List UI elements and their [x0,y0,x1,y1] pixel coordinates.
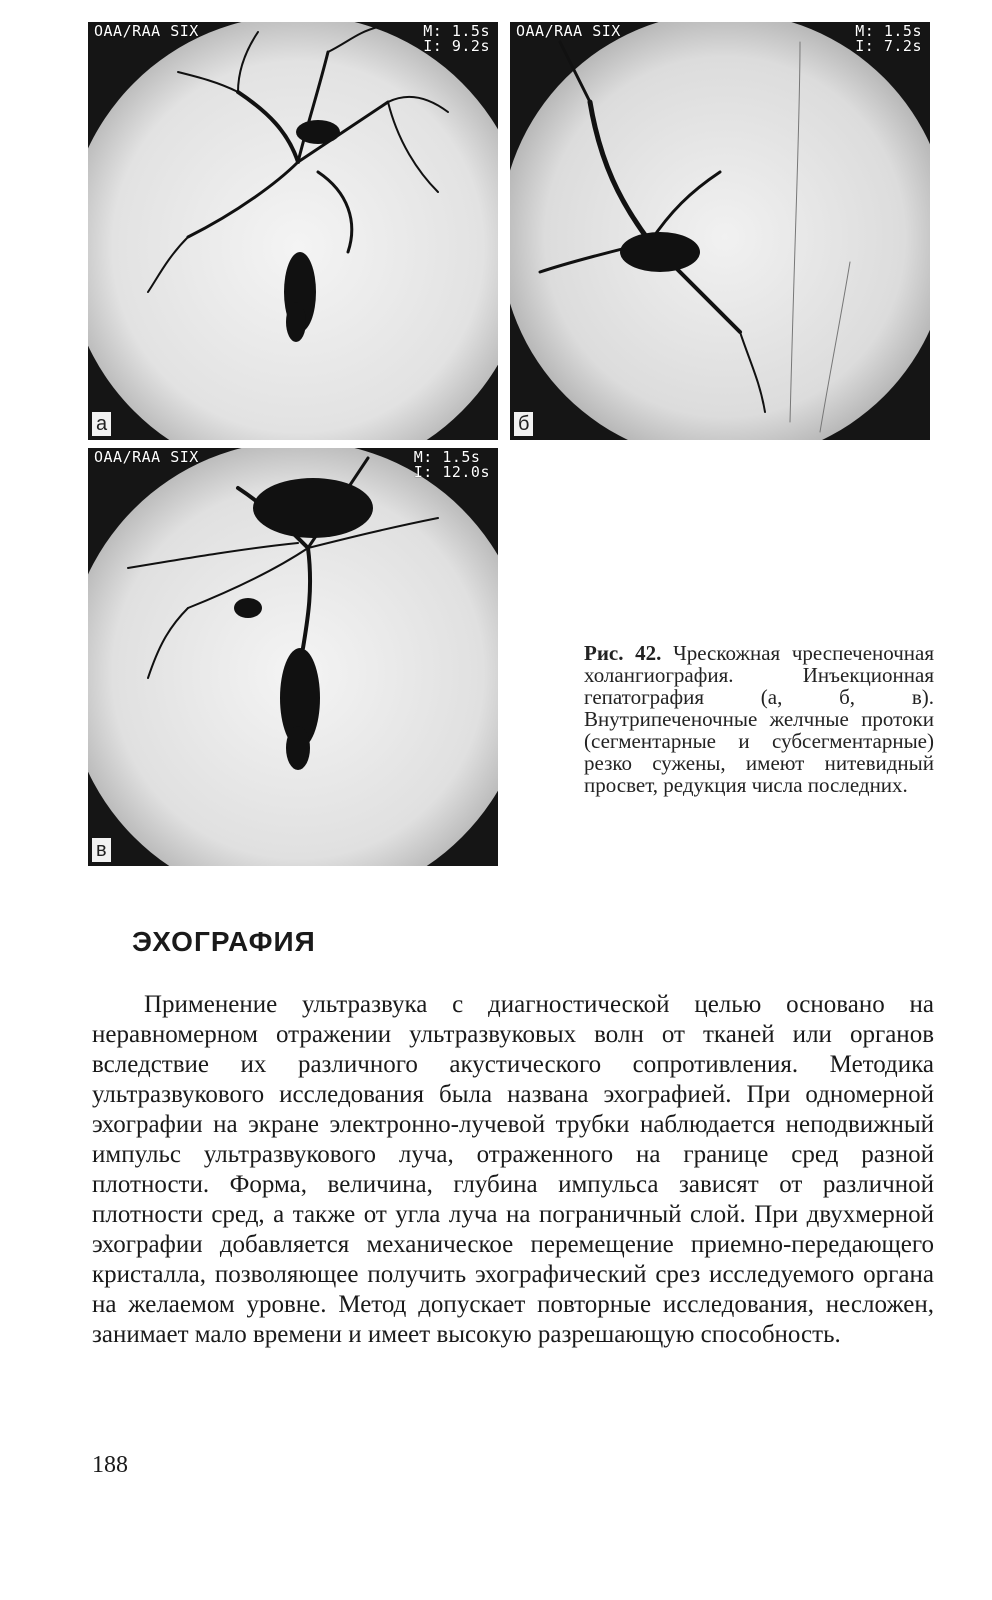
hud-label-a: OAA/RAA SIX [94,22,199,40]
cholangiogram-c [88,448,498,866]
page-number: 188 [92,1452,128,1478]
cholangiogram-b [510,22,930,440]
hud-label-c: OAA/RAA SIX [94,448,199,466]
xray-image-c [88,448,498,866]
figure-caption [584,642,934,796]
xray-image-b [510,22,930,440]
hud-timing-a: M: 1.5s I: 9.2s [423,22,490,55]
xray-image-a [88,22,498,440]
caption-text: Чрескожная чреспеченочная холангиография. Инъекционная гепатография (а, б, в). Внутрипеченочные желчные протоки (сегментарные и субсегментарные) резко сужены, имеют нитевидный просвет, редукция числа последних. [584,641,934,797]
panel-letter-b: б [514,412,533,436]
cholangiogram-a [88,22,498,440]
panel-letter-c: в [92,838,111,862]
panel-letter-a: а [92,412,111,436]
hud-timing-b: M: 1.5s I: 7.2s [855,22,922,55]
section-heading: ЭХОГРАФИЯ [132,926,316,957]
body-paragraph: Применение ультразвука с диагностической целью основано на неравномерном отражении ультразвуковых волн от тканей или органов вследствие их различного акустического сопротивления. Методика ультразвукового исследования была названа эхографией. При одномерной эхографии на экране электронно-лучевой трубки наблюдается неподвижный импульс ультразвукового луча, отраженного на границе сред разной плотности. Форма, величина, глубина импульса зависят от различной плотности сред, а также от угла луча на пограничный слой. При двухмерной эхографии добавляется механическое перемещение приемно-передающего кристалла, позволяющее получить эхографический срез исследуемого органа на желаемом уровне. Метод допускает повторные исследования, несложен, занимает мало времени и имеет высокую разрешающую способность. [92,991,934,1348]
hud-label-b: OAA/RAA SIX [516,22,621,40]
caption-label: Рис. 42. [584,641,662,665]
hud-timing-c: M: 1.5s I: 12.0s [413,448,490,481]
